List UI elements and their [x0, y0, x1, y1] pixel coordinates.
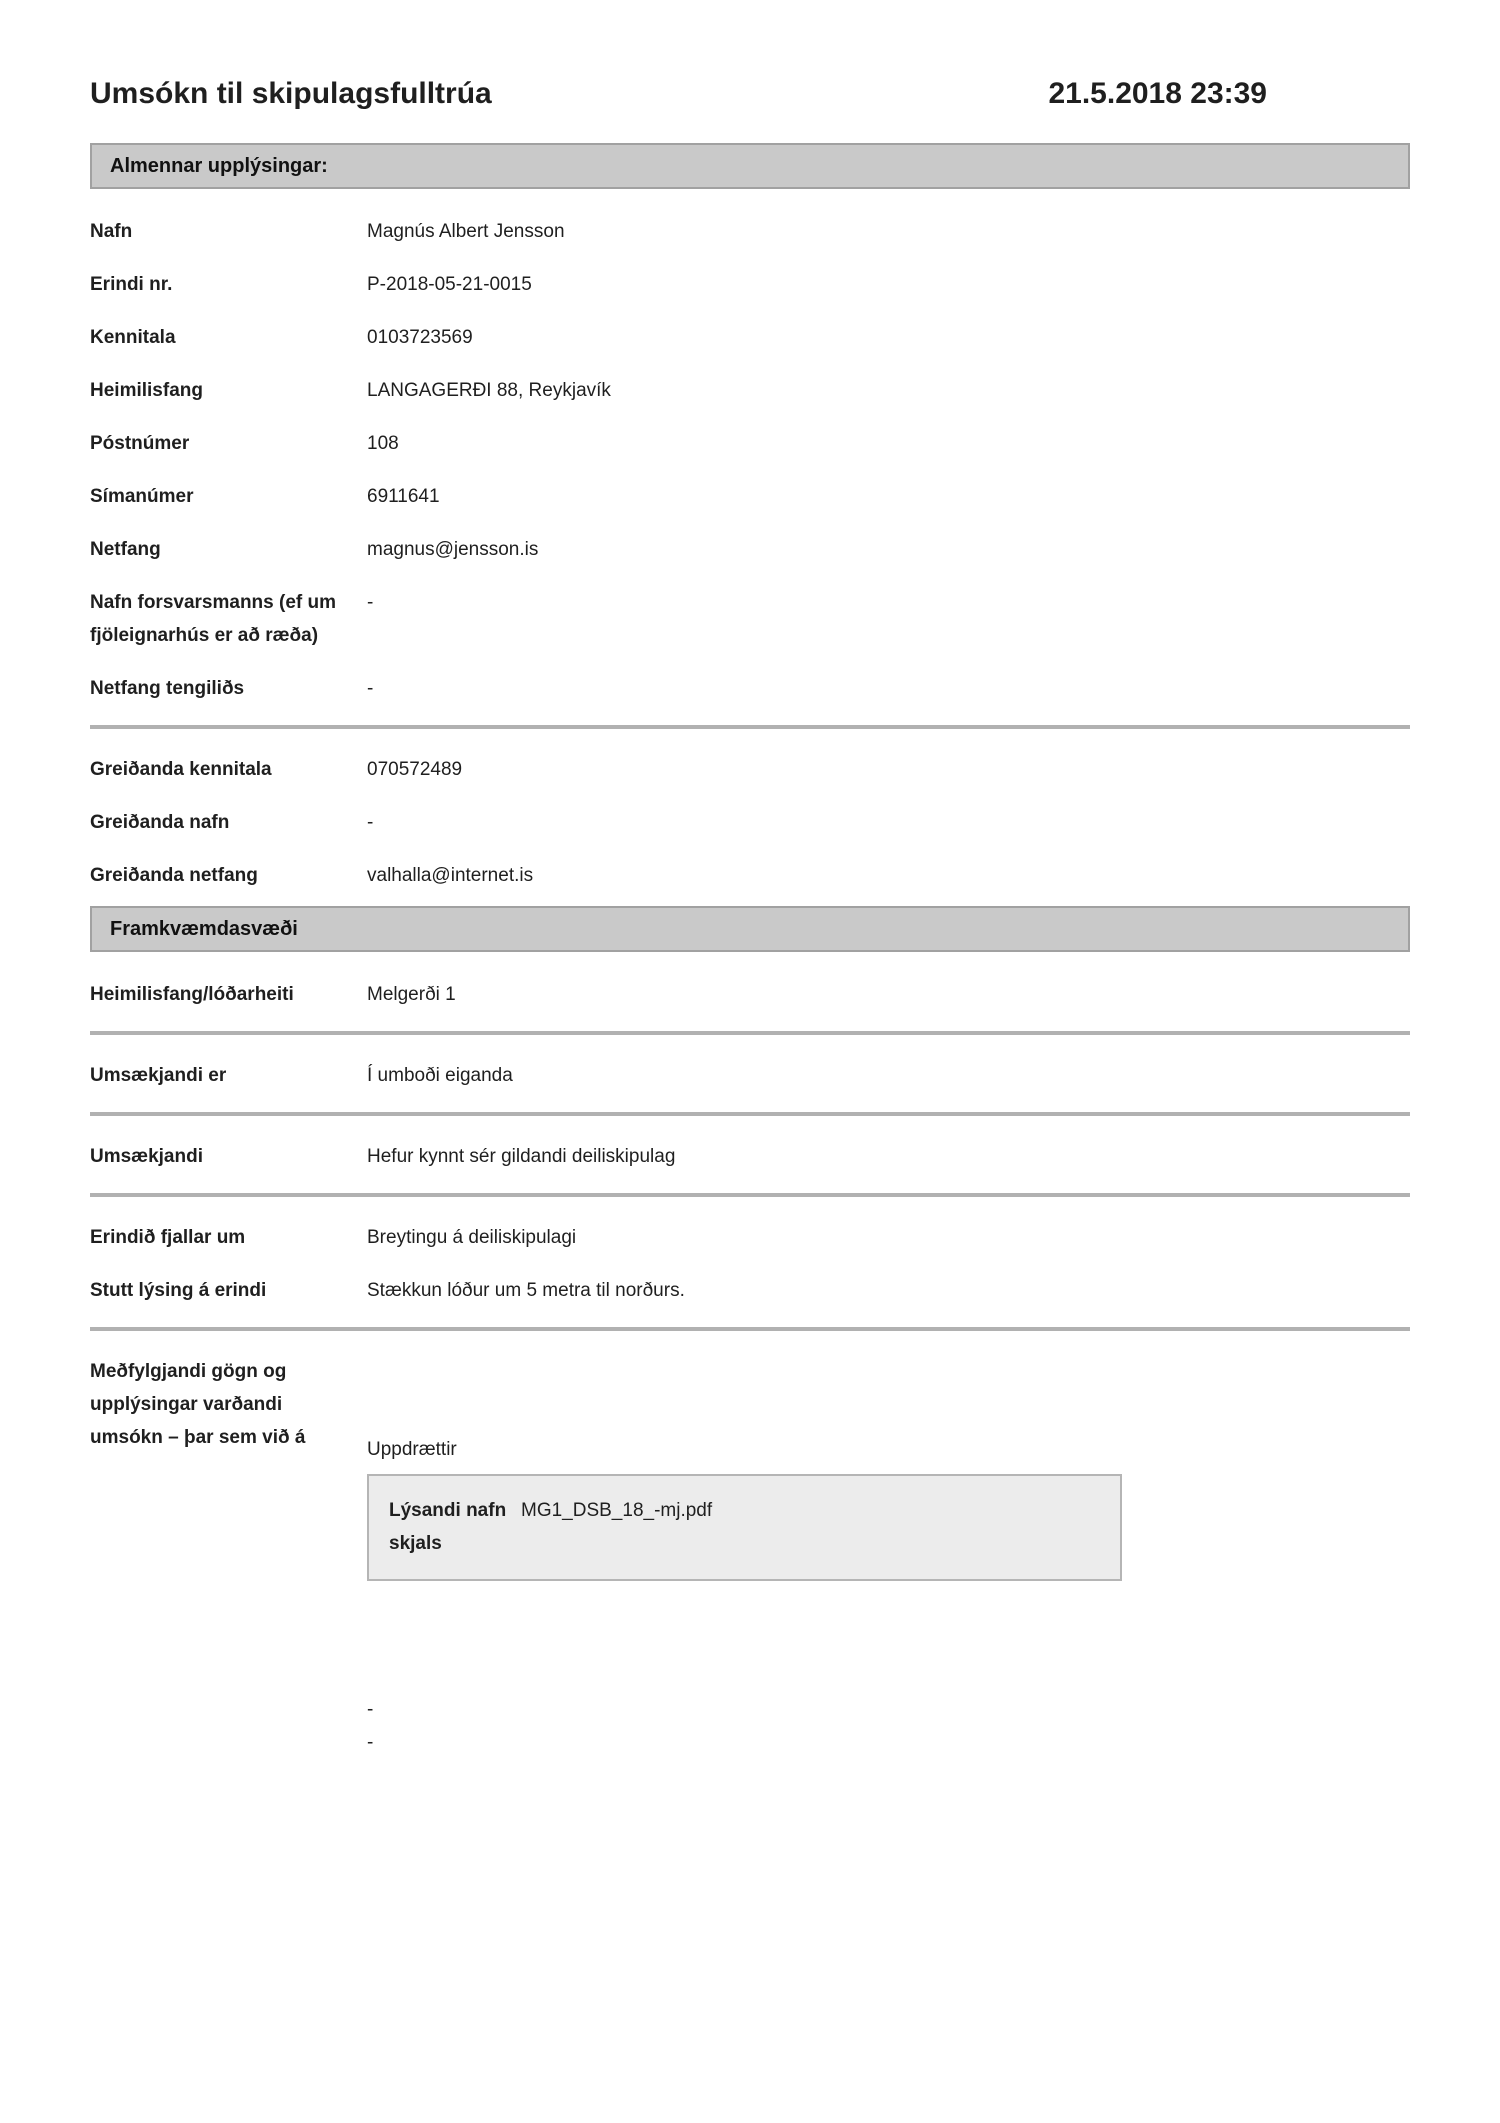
form-label: Heimilisfang [90, 380, 203, 401]
section-title-general: Almennar upplýsingar: [110, 154, 328, 177]
form-label: Meðfylgjandi gögn og upplýsingar varðandi umsókn – þar sem við á [90, 1361, 306, 1448]
form-row-kennitala [90, 321, 1410, 354]
document-header [90, 76, 1410, 112]
form-value: Melgerði 1 [367, 984, 456, 1005]
form-row-nafn [90, 215, 1410, 248]
form-value: Magnús Albert Jensson [367, 221, 565, 242]
form-row-simanumer [90, 480, 1410, 513]
form-label: Póstnúmer [90, 433, 190, 454]
form-label: Nafn forsvarsmanns (ef um fjöleignarhús er að ræða) [90, 592, 337, 646]
section-header-general [90, 143, 1410, 189]
form-value: 108 [367, 433, 399, 454]
form-label: Greiðanda netfang [90, 865, 258, 886]
attachment-box [367, 1474, 1122, 1581]
form-value: 6911641 [367, 486, 440, 507]
form-value: P-2018-05-21-0015 [367, 274, 532, 295]
form-value: - [367, 812, 374, 833]
form-value: Hefur kynnt sér gildandi deiliskipulag [367, 1146, 676, 1167]
form-row-umsaekjandi-er [90, 1059, 1410, 1092]
form-value: magnus@jensson.is [367, 539, 539, 560]
general-fields [90, 215, 1410, 892]
section-divider [90, 1031, 1410, 1035]
form-row-greidanda-nafn [90, 806, 1410, 839]
form-row-attachments [90, 1355, 1410, 1759]
form-row-netfang [90, 533, 1410, 566]
form-label: Greiðanda nafn [90, 812, 230, 833]
form-row-heimilisfang [90, 374, 1410, 407]
section-title-area: Framkvæmdasvæði [110, 917, 298, 940]
form-value: - [367, 678, 374, 699]
form-value: 070572489 [367, 759, 463, 780]
form-label: Umsækjandi [90, 1146, 203, 1167]
form-row-greidanda-kennitala [90, 753, 1410, 786]
document-timestamp: 21.5.2018 23:39 [1048, 77, 1267, 110]
attachment-extra-value: - [367, 1699, 374, 1720]
form-label: Kennitala [90, 327, 176, 348]
page-title: Umsókn til skipulagsfulltrúa [90, 77, 492, 110]
form-label: Netfang tengiliðs [90, 678, 245, 699]
form-row-postnumer [90, 427, 1410, 460]
form-value: Í umboði eiganda [367, 1065, 513, 1086]
form-value: LANGAGERÐI 88, Reykjavík [367, 380, 611, 401]
form-value: 0103723569 [367, 327, 473, 348]
section-divider [90, 725, 1410, 729]
form-row-greidanda-netfang [90, 859, 1410, 892]
attachment-category-label: Uppdrættir [367, 1439, 457, 1460]
area-fields [90, 978, 1410, 1759]
attachment-extra-value: - [367, 1732, 374, 1753]
form-row-umsaekjandi [90, 1140, 1410, 1173]
form-row-lodarheiti [90, 978, 1410, 1011]
form-label: Símanúmer [90, 486, 194, 507]
form-row-forsvarsmanns [90, 586, 1410, 652]
form-label: Nafn [90, 221, 133, 242]
form-label: Greiðanda kennitala [90, 759, 272, 780]
form-value: - [367, 592, 374, 613]
form-label: Umsækjandi er [90, 1065, 227, 1086]
attachment-file-name: MG1_DSB_18_-mj.pdf [521, 1500, 713, 1521]
form-label: Erindi nr. [90, 274, 173, 295]
section-header-area [90, 906, 1410, 952]
form-label: Stutt lýsing á erindi [90, 1280, 267, 1301]
form-label: Netfang [90, 539, 161, 560]
form-value: Stækkun lóður um 5 metra til norðurs. [367, 1280, 685, 1301]
section-divider [90, 1193, 1410, 1197]
form-value: valhalla@internet.is [367, 865, 534, 886]
attachments-value-column [367, 1355, 1410, 1759]
form-value: Breytingu á deiliskipulagi [367, 1227, 577, 1248]
form-row-erindid-fjallar-um [90, 1221, 1410, 1254]
form-label: Erindið fjallar um [90, 1227, 246, 1248]
form-row-stutt-lysing [90, 1274, 1410, 1307]
form-row-netfang-tengilids [90, 672, 1410, 705]
section-divider [90, 1327, 1410, 1331]
attachment-file-label: Lýsandi nafn skjals [389, 1500, 507, 1554]
form-label: Heimilisfang/lóðarheiti [90, 984, 294, 1005]
form-row-erindi-nr [90, 268, 1410, 301]
section-divider [90, 1112, 1410, 1116]
